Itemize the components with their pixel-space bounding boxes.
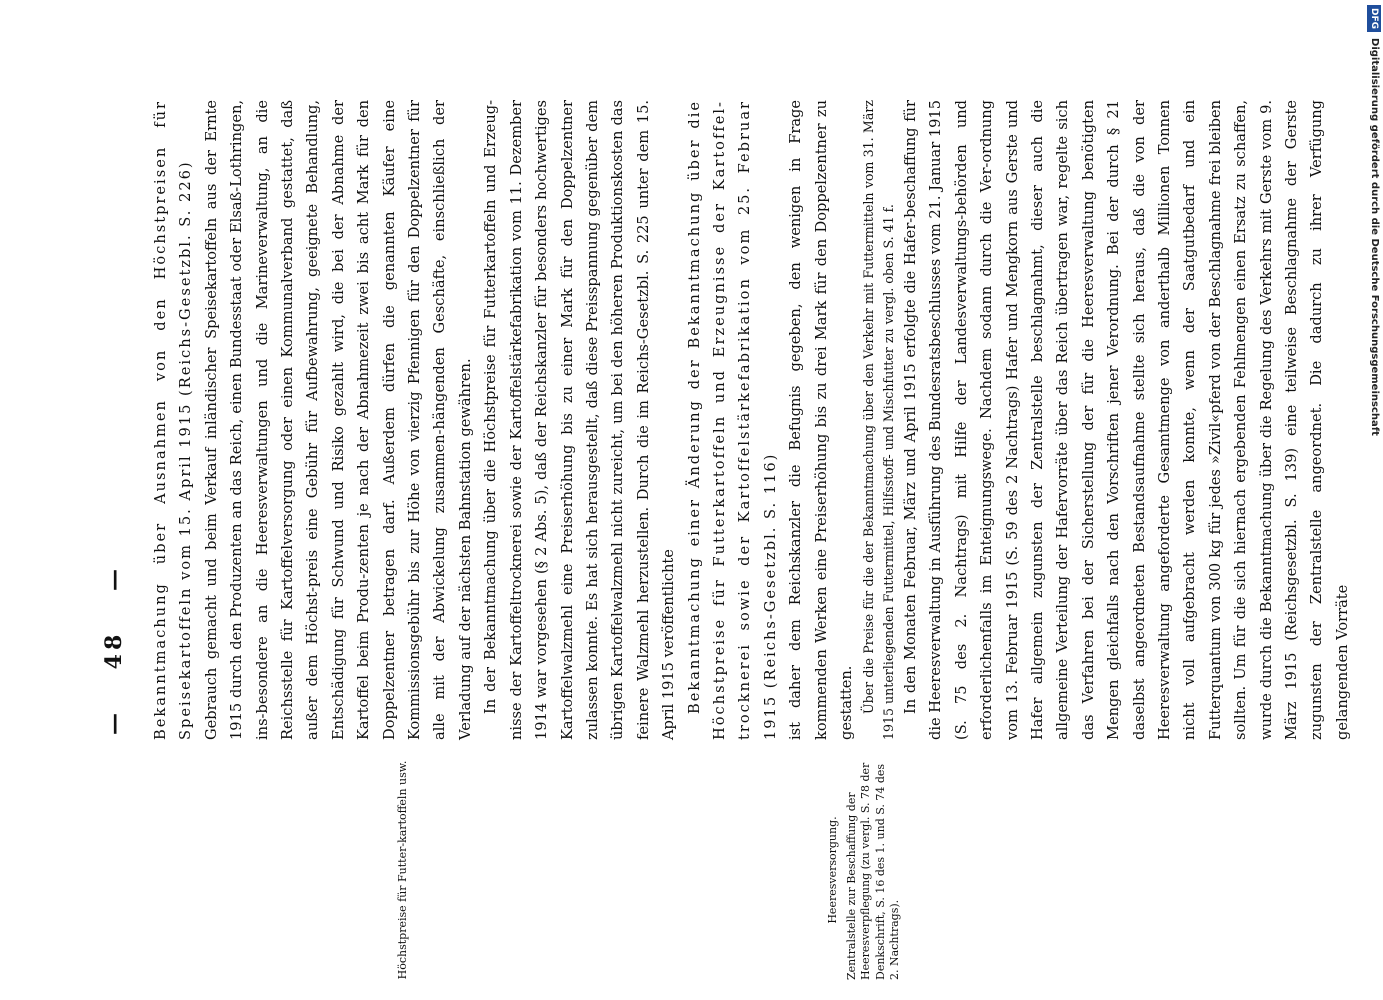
paragraph-3-title: Bekanntmachung einer Änderung der Bekanntmachung über die Höchstpreise für Futterkartoffeln und Erzeugnisse der Kartoffel-trocknerei sowie der Kartoffelstärkefabrikation vom 25. Februar 1915 (Reichs-Gesetzbl. S. 116) (685, 100, 779, 740)
sidenote-army-body: Zentralstelle zur Beschaffung der Heeresverpflegung (zu vergl. S. 78 der Denkschrift, S. 16 des 1. und S. 74 des 2. Nachtrags). (844, 762, 901, 980)
paragraph-5-body: In den Monaten Februar, März und April 1915 erfolgte die Hafer-beschaffung für die Heeresverwaltung in Ausführung des Bundesratsbeschlusses vom 21. Januar 1915 (S. 75 des 2. Nachtrags) mit Hilfe der Landesverwaltungs-behörden und erforderlichenfalls im Enteignungswege. Nachdem sodann durch die Ver-ordnung vom 13. Februar 1915 (S. 59 des 2 Nachtrags) Hafer und Mengkorn aus Gerste und Hafer allgemein zugunsten der Zentralstelle beschlagnahmt, dieser auch die allgemeine Verteilung der Hafervorräte über das Reich übertragen war, regelte sich das Verfahren bei der Sicherstellung der für die Heeresverwaltung benötigten Mengen gleichfalls nach den Vorschriften jener Verordnung. Bei der durch § 21 daselbst angeordneten Bestandsaufnahme stellte sich heraus, daß die von der Heeresverwaltung angeforderte Gesamtmenge von anderthalb Millionen Tonnen nicht voll aufgebracht werden konnte, wenn der Saatgutbedarf und ein Futterquantum von 300 kg für jedes »Zivil«pferd von der Beschlagnahme frei bleiben sollten. Um für die sich hiernach ergebenden Fehlmengen einen Ersatz zu schaffen, wurde durch die Bekanntmachung über die Regelung des Verkehrs mit Gerste vom 9. März 1915 (Reichsgesetzbl. S. 139) eine teilweise Beschlagnahme der Gerste zugunsten der Zentralstelle angeordnet. Die dadurch zu ihrer Verfügung gelangenden Vorräte (901, 100, 1351, 740)
sidenote-army-supply (826, 760, 903, 980)
rotated-page-content (96, 80, 1351, 1000)
dfg-credit-strip (1367, 5, 1381, 993)
page-number-header (96, 300, 132, 1000)
paragraph-1-body: Gebrauch gemacht und beim Verkauf inländischer Speisekartoffeln aus der Ernte 1915 durch den Produzenten an das Reich, einen Bundesstaat oder Elsaß-Lothringen, ins-besondere an die Heeresverwaltungen und die Marineverwaltung, an die Reichsstelle für Kartoffelversorgung oder einen Kommunalverband gestattet, daß außer dem Höchst-preis eine Gebühr für Aufbewahrung, geeignete Behandlung, Entschädigung für Schwund und Risiko gezahlt wird, die bei der Abnahme der Kartoffel beim Produ-zenten je nach der Abnahmezeit zwei bis acht Mark für den Doppelzentner betragen darf. Außerdem dürfen die genannten Käufer eine Kommissionsgebühr bis zur Höhe von vierzig Pfennigen für den Doppelzentner für alle mit der Abwickelung zusammen-hängenden Geschäfte, einschließlich der Verladung auf der nächsten Bahnstation gewähren. (202, 100, 474, 740)
sidenote-potato-prices: Höchstpreise für Futter-kartoffeln usw. (396, 760, 409, 980)
paragraph-4-note: Über die Preise für die der Bekanntmachung über den Verkehr mit Futtermitteln vom 31. März 1915 unterliegenden Futtermittel, Hilfsstoff- und Mischfutter zu vergl. oben S. 41 f. (861, 100, 896, 740)
paragraph-2-body: In der Bekanntmachung über die Höchstpreise für Futterkartoffeln und Erzeug-nisse der Kartoffeltrocknerei sowie der Kartoffelstärkefabrikation vom 11. Dezember 1914 war vorgesehen (§ 2 Abs. 5), daß der Reichskanzler für besonders hochwertiges Kartoffelwalzmehl eine Preiserhöhung bis zu einer Mark für den Doppelzentner zulassen konnte. Es hat sich herausgestellt, daß diese Preisspannung gegenüber dem übrigen Kartoffelwalzmehl nicht zureicht, um bei den höheren Produktionskosten das feinere Walzmehl herzustellen. Durch die im Reichs-Gesetzbl. S. 225 unter dem 15. April 1915 veröffentlichte (482, 100, 678, 740)
dash-right: — (101, 565, 127, 592)
dfg-credit (1367, 5, 1381, 993)
page-number: 48 (101, 630, 127, 670)
sidenote-army-heading: Heeresversorgung. (826, 816, 839, 924)
dfg-credit-text: Digitalisierung gefördert durch die Deutsche Forschungsgemeinschaft (1369, 38, 1380, 436)
paragraph-3-body: ist daher dem Reichskanzler die Befugnis gegeben, den wenigen in Frage kommenden Werken eine Preiserhöhung bis zu drei Mark für den Doppelzentner zu gestatten. (787, 100, 855, 740)
dfg-logo: DFG (1367, 5, 1381, 32)
dash-left: — (101, 708, 127, 735)
main-text-column (148, 100, 1355, 740)
paragraph-1-title: Bekanntmachung über Ausnahmen von den Höchstpreisen für Speisekartoffeln vom 15. April 1915 (Reichs-Gesetzbl. S. 226) (152, 100, 195, 740)
